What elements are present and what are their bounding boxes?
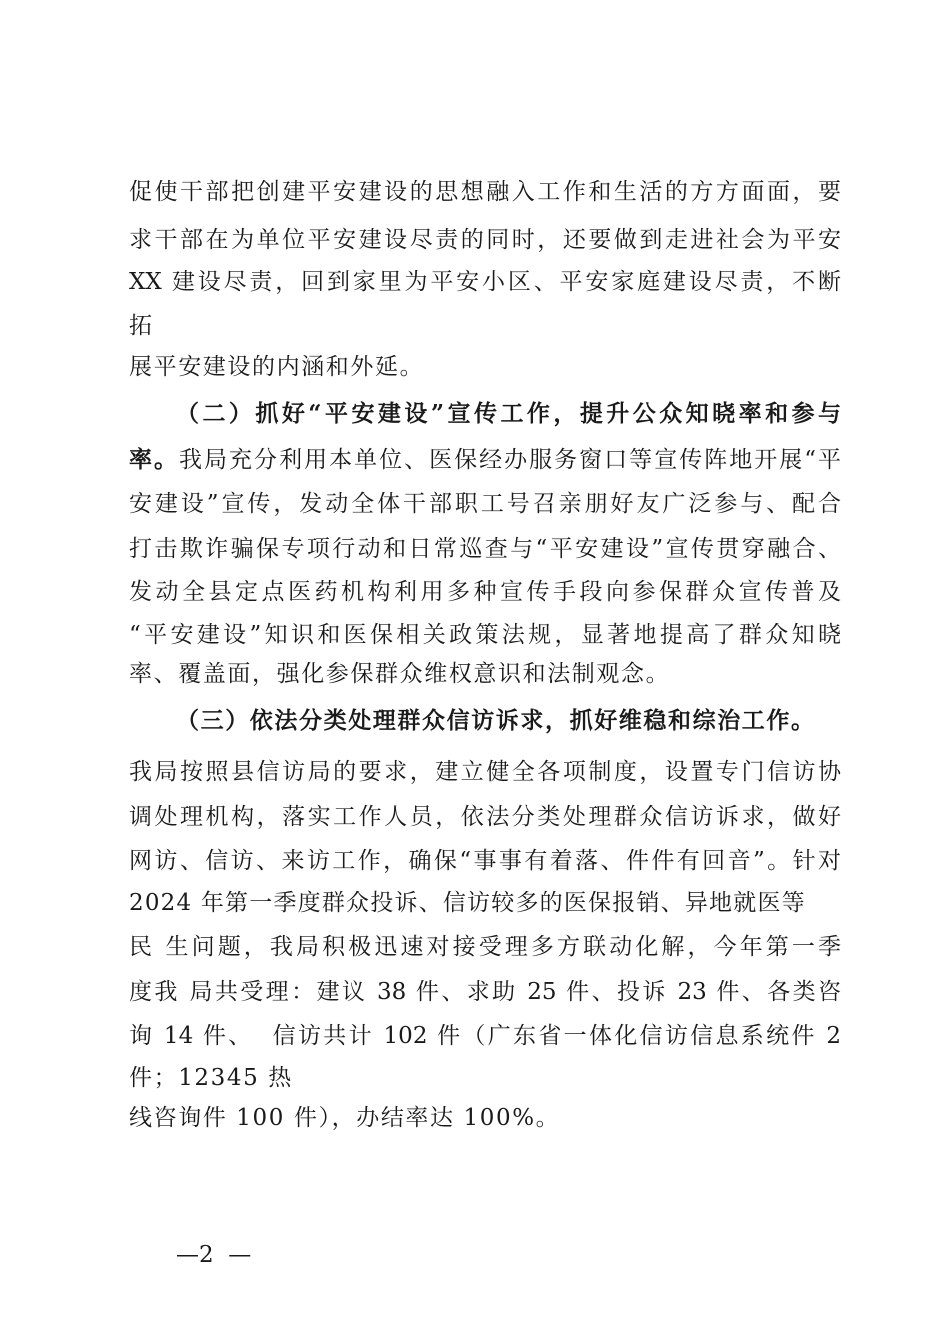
paragraph-line: 线咨询件 100 件），办结率达 100%。 — [129, 1105, 561, 1131]
paragraph-line: 件；12345 热 — [129, 1065, 293, 1091]
section-heading: （三）依法分类处理群众信访诉求，抓好维稳和综治工作。 — [176, 707, 816, 734]
paragraph-line: 2024 年第一季度群众投诉、信访较多的医保报销、异地就医等 — [129, 890, 806, 916]
paragraph-line: 打击欺诈骗保专项行动和日常巡查与“平安建设”宣传贯穿融合、 — [129, 536, 841, 562]
paragraph-line: 促使干部把创建平安建设的思想融入工作和生活的方方面面，要 — [129, 179, 841, 205]
paragraph-line: 民 生问题，我局积极迅速对接受理多方联动化解，今年第一季 — [129, 934, 841, 960]
paragraph-line: 率、覆盖面，强化参保群众维权意识和法制观念。 — [129, 661, 671, 687]
paragraph-line: 网访、信访、来访工作，确保“事事有着落、件件有回音”。针对 — [129, 848, 841, 874]
paragraph-line: 度我 局共受理：建议 38 件、求助 25 件、投诉 23 件、各类咨 — [129, 979, 841, 1005]
paragraph-line — [129, 444, 841, 476]
paragraph-text: 我局充分利用本单位、医保经办服务窗口等宣传阵地开展“平 — [179, 447, 842, 473]
page-number: —2 — — [176, 1242, 252, 1268]
paragraph-line: 展平安建设的内涵和外延。 — [129, 354, 425, 380]
paragraph-line: “平安建设”知识和医保相关政策法规，显著地提高了群众知晓 — [129, 622, 841, 648]
paragraph-line: 询 14 件、 信访共计 102 件（广东省一体化信访信息系统件 2 — [129, 1023, 841, 1049]
paragraph-line: 拓 — [129, 313, 154, 339]
paragraph-line: 求干部在为单位平安建设尽责的同时，还要做到走进社会为平安 — [129, 227, 841, 253]
paragraph-line: 调处理机构，落实工作人员，依法分类处理群众信访诉求，做好 — [129, 804, 841, 830]
section-heading: （二）抓好“平安建设”宣传工作，提升公众知晓率和参与 — [176, 400, 841, 427]
paragraph-line: 安建设”宣传，发动全体干部职工号召亲朋好友广泛参与、配合 — [129, 491, 841, 517]
paragraph-line: XX 建设尽责，回到家里为平安小区、平安家庭建设尽责，不断 — [129, 269, 841, 295]
paragraph-line: 我局按照县信访局的要求，建立健全各项制度，设置专门信访协 — [129, 759, 841, 785]
heading-continuation: 率。 — [129, 446, 180, 473]
paragraph-line: 发动全县定点医药机构利用多种宣传手段向参保群众宣传普及 — [129, 579, 841, 605]
